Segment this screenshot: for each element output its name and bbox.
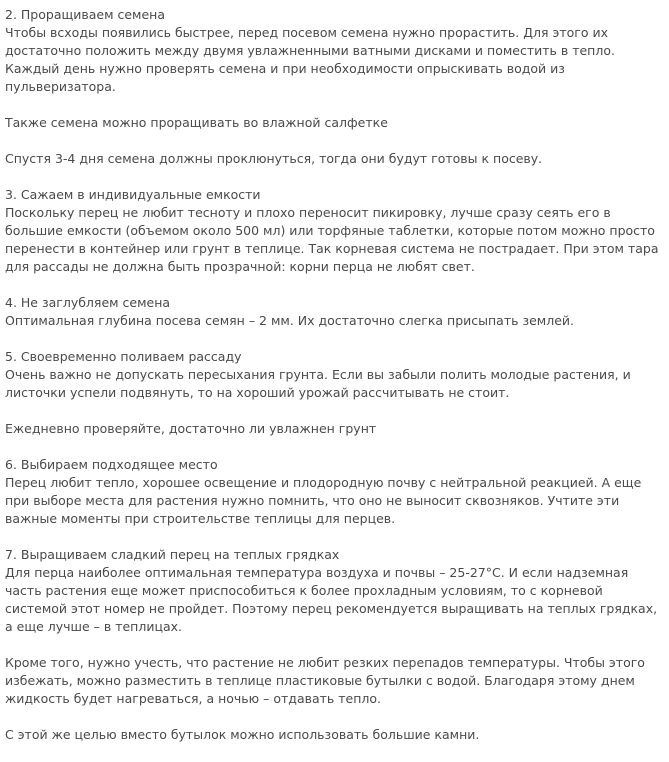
section-paragraph: Также семена можно проращивать во влажной салфетке <box>5 115 388 130</box>
section-paragraph: Ежедневно проверяйте, достаточно ли увлажнен грунт <box>5 421 377 436</box>
section-location <box>5 456 665 528</box>
section-warm-beds <box>5 546 665 636</box>
section-sprouting <box>5 6 665 96</box>
section-heading: 2. Проращиваем семена <box>5 7 166 22</box>
section-individual-containers <box>5 186 665 276</box>
section-paragraph: Спустя 3-4 дня семена должны проклюнуться, тогда они будут готовы к посеву. <box>5 151 543 166</box>
section-heading: 6. Выбираем подходящее место <box>5 457 218 472</box>
section-paragraph: Очень важно не допускать пересыхания грунта. Если вы забыли полить молодые растения, и листочки успели подвянуть, то на хороший урожай рассчитывать не стоит. <box>5 367 631 400</box>
paragraph-block <box>5 420 665 438</box>
section-paragraph: Перец любит тепло, хорошее освещение и плодородную почву с нейтральной реакцией. А еще при выборе места для растения нужно помнить, что оно не выносит сквозняков. Учтите эти важные моменты при строительстве теплицы для перцев. <box>5 475 642 526</box>
section-watering <box>5 348 665 402</box>
paragraph-block <box>5 150 665 168</box>
paragraph-block <box>5 726 665 744</box>
section-paragraph: Оптимальная глубина посева семян – 2 мм. Их достаточно слегка присыпать землей. <box>5 313 574 328</box>
section-paragraph: Поскольку перец не любит тесноту и плохо переносит пикировку, лучше сразу сеять его в большие емкости (объемом около 500 мл) или торфяные таблетки, которые потом можно просто перенести в контейнер или грунт в теплице. Так корневая система не пострадает. При этом тара для рассады не должна быть прозрачной: корни перца не любят свет. <box>5 205 659 274</box>
section-heading: 4. Не заглубляем семена <box>5 295 171 310</box>
paragraph-block <box>5 654 665 708</box>
section-heading: 7. Выращиваем сладкий перец на теплых грядках <box>5 547 340 562</box>
section-heading: 3. Сажаем в индивидуальные емкости <box>5 187 261 202</box>
section-seed-depth <box>5 294 665 330</box>
section-paragraph: Для перца наиболее оптимальная температура воздуха и почвы – 25-27°С. И если надземная часть растения еще может приспособиться к более прохладным условиям, то с корневой системой этот номер не пройдет. Поэтому перец рекомендуется выращивать на теплых грядках, а еще лучше – в теплицах. <box>5 565 658 634</box>
section-paragraph: Чтобы всходы появились быстрее, перед посевом семена нужно прорастить. Для этого их достаточно положить между двумя увлажненными ватными дисками и поместить в тепло. Каждый день нужно проверять семена и при необходимости опрыскивать водой из пульверизатора. <box>5 25 615 94</box>
section-paragraph: С этой же целью вместо бутылок можно использовать большие камни. <box>5 727 480 742</box>
paragraph-block <box>5 114 665 132</box>
section-heading: 5. Своевременно поливаем рассаду <box>5 349 242 364</box>
section-paragraph: Кроме того, нужно учесть, что растение не любит резких перепадов температуры. Чтобы этого избежать, можно разместить в теплице пластиковые бутылки с водой. Благодаря этому днем жидкость будет нагреваться, а ночью – отдавать тепло. <box>5 655 645 706</box>
article-body <box>5 6 665 762</box>
